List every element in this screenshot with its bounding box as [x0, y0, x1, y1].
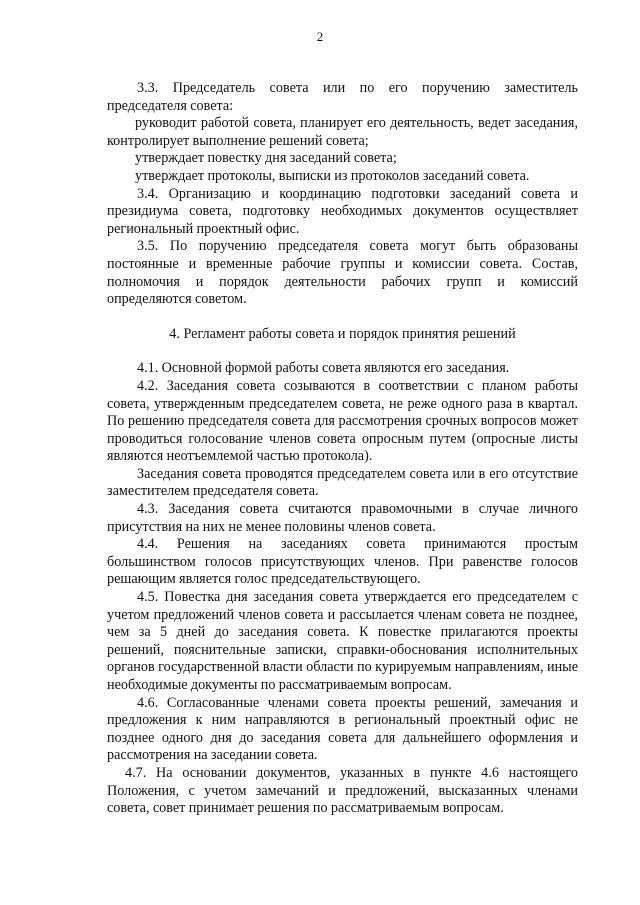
paragraph-4-7: 4.7. На основании документов, указанных в пункте 4.6 настоящего Положения, с учетом замечаний и предложений, высказанных членами совета, совет принимает решения по рассматриваемым вопросам.	[107, 764, 578, 817]
paragraph-3-5: 3.5. По поручению председателя совета могут быть образованы постоянные и временные рабочие группы и комиссии совета. Состав, полномочия и порядок деятельности рабочих групп и комиссий определяются советом.	[107, 238, 578, 308]
paragraph-3-3: 3.3. Председатель совета или по его поручению заместитель председателя совета:	[107, 80, 578, 114]
paragraph-4-5: 4.5. Повестка дня заседания совета утверждается его председателем с учетом предложений членов совета и рассылается членам совета не позднее, чем за 5 дней до заседания совета. К повестке прилагаются проекты решений, пояснительные записки, справки-обоснования исполнительных органов государственной власти области по курируемым направлениям, иные необходимые документы по рассматриваемым вопросам.	[107, 589, 578, 693]
paragraph-4-1: 4.1. Основной формой работы совета являются его заседания.	[137, 360, 510, 377]
document-body	[107, 80, 578, 818]
page-number: 2	[316, 29, 324, 44]
paragraph-4-3: 4.3. Заседания совета считаются правомочными в случае личного присутствия на них не менее половины членов совета.	[107, 501, 578, 535]
paragraph-4-4: 4.4. Решения на заседаниях совета принимаются простым большинством голосов присутствующих членов. При равенстве голосов решающим является голос председательствующего.	[107, 536, 578, 588]
paragraph-3-3-item-a: руководит работой совета, планирует его деятельность, ведет заседания, контролирует выполнение решений совета;	[107, 115, 578, 149]
paragraph-4-6: 4.6. Согласованные членами совета проекты решений, замечания и предложения к ним направляются в региональный проектный офис не позднее одного дня до заседания совета для дальнейшего оформления и рассмотрения на заседании совета.	[107, 694, 578, 764]
paragraph-4-2: 4.2. Заседания совета созываются в соответствии с планом работы совета, утвержденным председателем совета, не реже одного раза в квартал. По решению председателя совета для рассмотрения срочных вопросов может проводиться голосование членов совета опросным путем (опросные листы являются неотъемлемой частью протокола).	[107, 377, 578, 465]
section-4-title: 4. Регламент работы совета и порядок принятия решений	[169, 325, 516, 342]
paragraph-3-4: 3.4. Организацию и координацию подготовки заседаний совета и президиума совета, подготовку необходимых документов осуществляет региональный проектный офис.	[107, 185, 578, 237]
paragraph-3-3-item-c: утверждает протоколы, выписки из протоколов заседаний совета.	[135, 167, 530, 184]
paragraph-4-2-continued: Заседания совета проводятся председателем совета или в его отсутствие заместителем председателя совета.	[107, 465, 578, 500]
paragraph-3-3-item-b: утверждает повестку дня заседаний совета;	[135, 150, 397, 167]
